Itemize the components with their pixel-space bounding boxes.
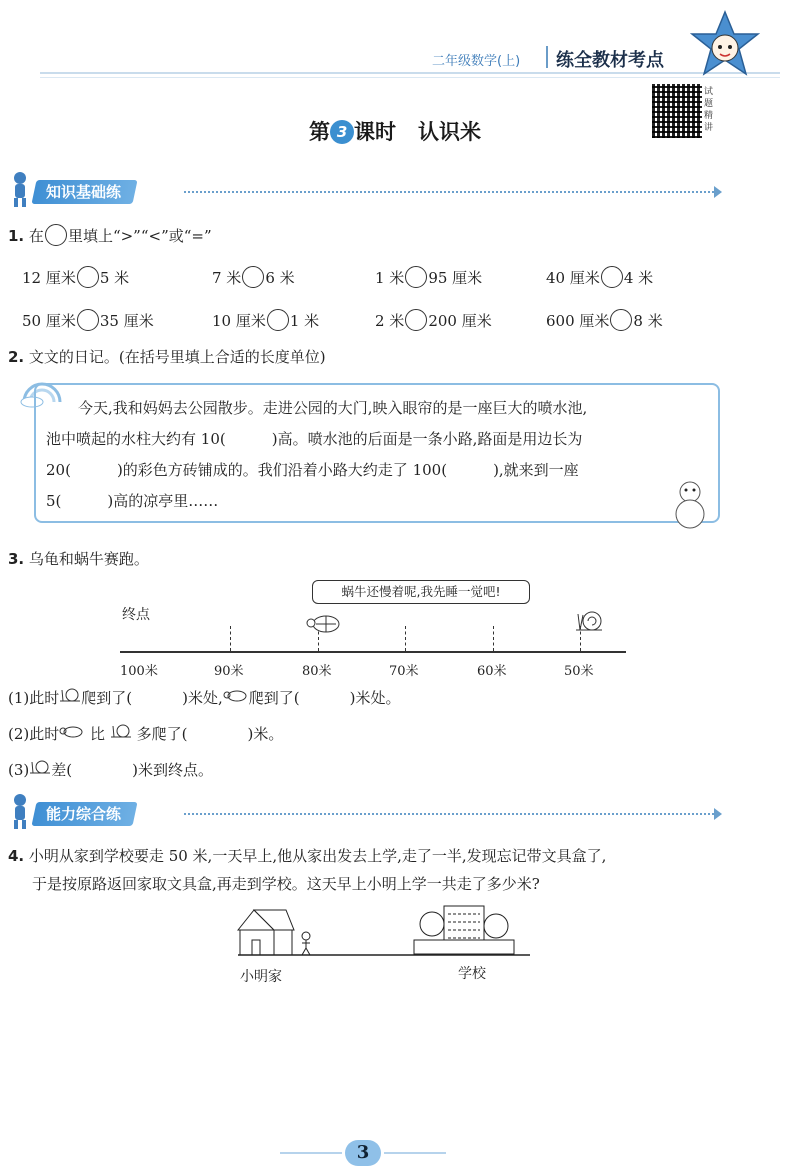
header-series-title: 练全教材考点 [556,50,664,71]
header-rule [40,72,780,74]
answer-circle[interactable] [77,309,99,331]
school-icon [414,906,514,954]
home-school-illustration [234,900,534,960]
answer-circle[interactable] [242,266,264,288]
question-1-prompt: 1. 在 里填上“>”“<”或“=” [8,224,212,248]
compare-item: 1 米 95 厘米 [375,266,482,288]
compare-item: 2 米 200 厘米 [375,309,492,331]
finish-label: 终点 [122,607,150,623]
question-3-prompt: 3. 乌龟和蜗牛赛跑。 [8,550,149,568]
house-icon [238,910,294,955]
reading-figure-icon [6,792,34,830]
snail-icon [110,723,132,739]
track-tick [493,626,494,651]
track-tick [405,626,406,651]
distance-label: 50米 [564,664,594,679]
answer-circle[interactable] [267,309,289,331]
question-3-sub-3: (3) 差( )米到终点。 [8,761,213,779]
turtle-icon [59,723,85,739]
compare-item: 12 厘米 5 米 [22,266,129,288]
race-track [120,651,626,653]
distance-label: 60米 [477,664,507,679]
speech-bubble: 蜗牛还慢着呢,我先睡一觉吧! [312,580,530,604]
distance-label: 80米 [302,664,332,679]
answer-circle[interactable] [610,309,632,331]
page-number: 3 [345,1140,381,1166]
distance-label: 90米 [214,664,244,679]
answer-circle[interactable] [601,266,623,288]
snail-icon [574,606,604,634]
compare-item: 600 厘米 8 米 [546,309,663,331]
page-title: 第 3 课时 认识米 [309,120,481,144]
header-rule-thin [40,77,780,78]
question-2-prompt: 2. 文文的日记。(在括号里填上合适的长度单位) [8,348,326,366]
reading-figure-icon [6,170,34,208]
snail-icon [59,687,81,703]
distance-label: 70米 [389,664,419,679]
distance-label: 100米 [120,664,158,679]
school-label: 学校 [458,966,486,982]
question-4-prompt: 4. 小明从家到学校要走 50 米,一天早上,他从家出发去上学,走了一半,发现忘记带文具盒了, 于是按原路返回家取文具盒,再走到学校。这天早上小明上学一共走了多少米? [8,847,607,893]
page-number-rule-right [384,1152,446,1154]
compare-item: 40 厘米 4 米 [546,266,653,288]
compare-circle-sample [45,224,67,246]
compare-item: 10 厘米 1 米 [212,309,319,331]
diary-text: 今天,我和妈妈去公园散步。走进公园的大门,映入眼帘的是一座巨大的喷水池, 池中喷起的水柱大约有 10( )高。喷水池的后面是一条小路,路面是用边长为 20( )的彩色方砖铺成的。我们沿着小路大约走了 100( ),就来到一座 5( )高的凉亭里…… [46,399,588,510]
question-3-sub-1: (1)此时 爬到了( )米处, 爬到了( )米处。 [8,689,401,707]
child-icon [302,932,310,955]
turtle-icon [306,610,344,634]
track-tick [230,626,231,651]
page-number-rule-left [280,1152,342,1154]
answer-circle[interactable] [405,309,427,331]
header-divider [546,46,548,68]
qr-caption: 试 题 精 讲 [704,87,714,133]
turtle-icon [223,687,249,703]
answer-circle[interactable] [405,266,427,288]
answer-circle[interactable] [77,266,99,288]
header-subtitle: 二年级数学(上) [432,54,521,69]
compare-item: 50 厘米 35 厘米 [22,309,154,331]
section-banner-comprehensive: 能力综合练 [6,800,726,828]
star-mascot-icon [690,10,760,80]
question-3-sub-2: (2)此时 比 多爬了( )米。 [8,725,284,743]
snail-icon [29,759,51,775]
home-label: 小明家 [240,969,282,985]
section-banner-basic: 知识基础练 [6,178,726,206]
compare-item: 7 米 6 米 [212,266,295,288]
lesson-number-badge: 3 [330,120,354,144]
